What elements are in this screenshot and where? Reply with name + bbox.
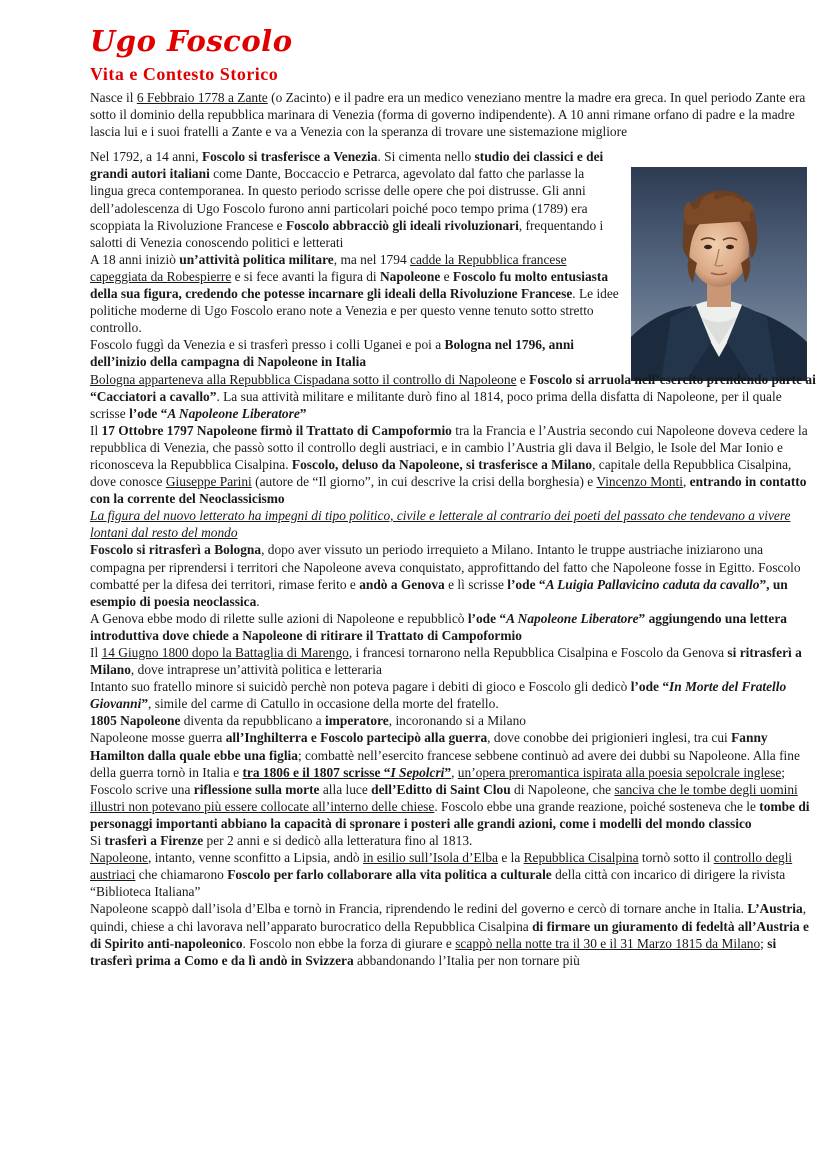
- paragraph: 1805 Napoleone diventa da repubblicano a imperatore, incoronando si a Milano: [90, 713, 526, 729]
- document-title: Ugo Foscolo: [90, 24, 293, 58]
- paragraph: Nel 1792, a 14 anni, Foscolo si trasferisce a Venezia. Si cimenta nello studio dei classici e dei grandi autori italiani come Dante, Boccaccio e Petrarca, agevolato dal fatto che parlasse la lingua greca contemporanea. In questo periodo scrisse delle opere che poi distrusse. Gli anni dell’adolescenza di Ugo Foscolo furono anni particolari poiché poco tempo prima (1789) era scoppiata la Rivoluzione Francese e Foscolo abbracciò gli ideali rivoluzionari, frequentando i salotti di Venezia conoscendo politici e letterati: [90, 149, 604, 250]
- section-subtitle: Vita e Contesto Storico: [90, 64, 279, 84]
- paragraph: Napoleone mosse guerra all’Inghilterra e Foscolo partecipò alla guerra, dove conobbe dei prigionieri inglesi, tra cui Fanny Hamilton dalla quale ebbe una figlia; combattè nell’esercito francese sebbene continuò ad avere dei dubbi su Napoleone. Alla fine della guerra tornò in Italia e tra 1806 e il 1807 scrisse “I Sepolcri”, un’opera preromantica ispirata alla poesia sepolcrale inglese; Foscolo scrive una riflessione sulla morte alla luce dell’Editto di Saint Clou di Napoleone, che sanciva che le tombe degli uomini illustri non potevano più essere collocate all’interno delle chiese. Foscolo ebbe una grande reazione, poiché sosteneva che le tombe di personaggi importanti abbiano la capacità di spronare i posteri alle grandi azioni, come i modelli del mondo classico: [90, 730, 810, 831]
- paragraph: Intanto suo fratello minore si suicidò perchè non poteva pagare i debiti di gioco e Foscolo gli dedicò l’ode “In Morte del Fratello Giovanni”, simile del carme di Catullo in occasione della morte del fratello.: [90, 679, 787, 712]
- paragraph: Il 14 Giugno 1800 dopo la Battaglia di Marengo, i francesi tornarono nella Repubblica Cisalpina e Foscolo da Genova si ritrasferì a Milano, dove intraprese un’attività politica e letteraria: [90, 645, 802, 678]
- paragraph: A Genova ebbe modo di rilette sulle azioni di Napoleone e repubblicò l’ode “A Napoleone Liberatore” aggiungendo una lettera introduttiva dove chiede a Napoleone di ritirare il Trattato di Campoformio: [90, 610, 787, 643]
- text-beside-portrait: [90, 148, 620, 370]
- paragraph: La figura del nuovo letterato ha impegni di tipo politico, civile e letterale al contrario dei poeti del passato che tendevano a vivere lontani dal resto del mondo: [90, 508, 791, 541]
- paragraph: A 18 anni iniziò un’attività politica militare, ma nel 1794 cadde la Repubblica francese capeggiata da Robespierre e si fece avanti la figura di Napoleone e Foscolo fu molto entusiasta della sua figura, credendo che potesse incarnare gli ideali della Rivoluzione Francese. Le idee politiche moderne di Ugo Foscolo erano note a Venezia e per questo venne tenuto sotto stretto controllo.: [90, 251, 619, 336]
- paragraph: Il 17 Ottobre 1797 Napoleone firmò il Trattato di Campoformio tra la Francia e l’Austria secondo cui Napoleone doveva cedere la repubblica di Venezia, che passò sotto il controllo degli austriaci, e in cambio l’Austria gli dava il Belgio, le Isole del Mar Ionio e riconosceva la Repubblica Cisalpina. Foscolo, deluso da Napoleone, si trasferisce a Milano, capitale della Repubblica Cisalpina, dove conosce Giuseppe Parini (autore de “Il giorno”, in cui descrive la crisi della borghesia) e Vincenzo Monti, entrando in contatto con la corrente del Neoclassicismo: [90, 422, 808, 507]
- paragraph: Si trasferì a Firenze per 2 anni e si dedicò alla letteratura fino al 1813.: [90, 833, 473, 849]
- paragraph: Foscolo si ritrasferì a Bologna, dopo aver vissuto un periodo irrequieto a Milano. Intanto le truppe austriache iniziarono una compagna per riprendersi i territori che Napoleone aveva conquistato, approfittando del fatto che Napoleone fosse in Egitto. Foscolo combatté per la difesa dei territori, rimase ferito e andò a Genova e lì scrisse l’ode “A Luigia Pallavicino caduta da cavallo”, un esempio di poesia neoclassica.: [90, 542, 801, 609]
- paragraph: Bologna apparteneva alla Repubblica Cispadana sotto il controllo di Napoleone e Foscolo si arruola nell’esercito prendendo parte ai “Cacciatori a cavallo”. La sua attività militare e militante durò fino al 1814, poco prima della disfatta di Napoleone, per il quale scrisse l’ode “A Napoleone Liberatore”: [90, 371, 816, 421]
- paragraph: Napoleone scappò dall’isola d’Elba e tornò in Francia, riprendendo le redini del governo e cercò di tornare anche in Italia. L’Austria, quindi, chiese a chi lavorava nell’apparato burocratico della Repubblica Cisalpina di firmare un giuramento di fedeltà all’Austria e di Spirito anti-napoleonico. Foscolo non ebbe la forza di giurare e scappò nella notte tra il 30 e il 31 Marzo 1815 da Milano; si trasferì prima a Como e da lì andò in Svizzera abbandonando l’Italia per non tornare più: [90, 901, 809, 968]
- biography-text: [90, 89, 816, 969]
- paragraph: Foscolo fuggì da Venezia e si trasferì presso i colli Uganei e poi a Bologna nel 1796, anni dell’inizio della campagna di Napoleone in Italia: [90, 337, 574, 370]
- paragraph: Nasce il 6 Febbraio 1778 a Zante (o Zacinto) e il padre era un medico veneziano mentre la madre era greca. In quel periodo Zante era sotto il dominio della repubblica marinara di Venezia (forma di governo indipendente). A 10 anni rimane orfano di padre e la madre lascia lui e i suoi fratelli a Zante e va a Venezia con la speranza di trovare une sistemazione migliore: [90, 90, 806, 140]
- paragraph: Napoleone, intanto, venne sconfitto a Lipsia, andò in esilio sull’Isola d’Elba e la Repubblica Cisalpina tornò sotto il controllo degli austriaci che chiamarono Foscolo per farlo collaborare alla vita politica a culturale della città con incarico di dirigere la rivista “Biblioteca Italiana”: [90, 850, 793, 900]
